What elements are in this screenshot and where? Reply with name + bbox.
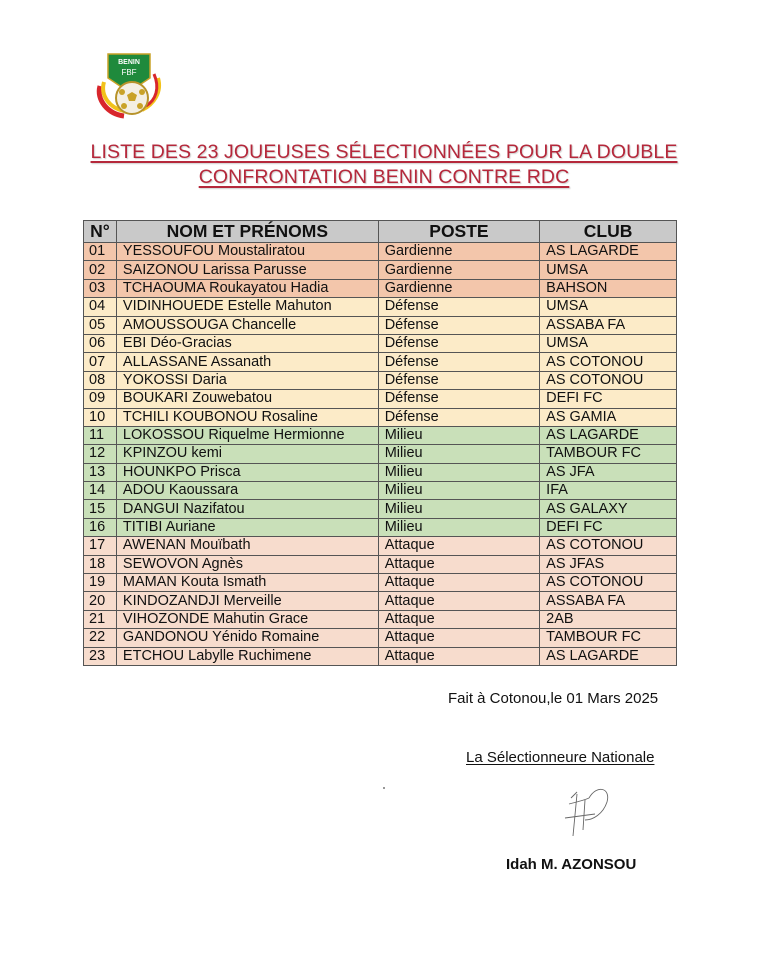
player-club: IFA: [540, 482, 677, 500]
player-number: 18: [84, 555, 117, 573]
player-position: Attaque: [378, 537, 539, 555]
table-row: [84, 500, 677, 518]
player-position: Défense: [378, 316, 539, 334]
player-number: 07: [84, 353, 117, 371]
player-number: 01: [84, 243, 117, 261]
table-row: [84, 555, 677, 573]
player-number: 10: [84, 408, 117, 426]
player-name: ETCHOU Labylle Ruchimene: [116, 647, 378, 665]
player-name: BOUKARI Zouwebatou: [116, 390, 378, 408]
player-club: ASSABA FA: [540, 592, 677, 610]
player-position: Défense: [378, 334, 539, 352]
player-name: YOKOSSI Daria: [116, 371, 378, 389]
player-club: AS LAGARDE: [540, 647, 677, 665]
table-row: [84, 316, 677, 334]
player-number: 05: [84, 316, 117, 334]
player-name: TCHILI KOUBONOU Rosaline: [116, 408, 378, 426]
player-number: 22: [84, 629, 117, 647]
fbf-crest-icon: [94, 48, 164, 120]
player-number: 16: [84, 518, 117, 536]
table-row: [84, 371, 677, 389]
player-position: Défense: [378, 371, 539, 389]
player-club: 2AB: [540, 610, 677, 628]
signature-icon: [555, 780, 615, 842]
place-date: Fait à Cotonou,le 01 Mars 2025: [448, 690, 659, 707]
svg-text:FBF: FBF: [121, 68, 137, 77]
header-number: N°: [84, 221, 117, 243]
player-club: AS COTONOU: [540, 371, 677, 389]
player-position: Défense: [378, 390, 539, 408]
player-roster-table: [83, 220, 677, 666]
player-number: 23: [84, 647, 117, 665]
player-club: AS LAGARDE: [540, 243, 677, 261]
player-number: 13: [84, 463, 117, 481]
table-row: [84, 592, 677, 610]
table-row: [84, 629, 677, 647]
player-position: Milieu: [378, 518, 539, 536]
table-row: [84, 279, 677, 297]
table-row: [84, 353, 677, 371]
player-number: 08: [84, 371, 117, 389]
player-position: Milieu: [378, 500, 539, 518]
player-name: HOUNKPO Prisca: [116, 463, 378, 481]
signatory-role: La Sélectionneure Nationale: [466, 749, 655, 766]
player-name: MAMAN Kouta Ismath: [116, 574, 378, 592]
signer-name: Idah M. AZONSOU: [506, 856, 637, 873]
table-row: [84, 390, 677, 408]
player-position: Milieu: [378, 463, 539, 481]
table-row: [84, 334, 677, 352]
player-name: SEWOVON Agnès: [116, 555, 378, 573]
player-number: 12: [84, 445, 117, 463]
document-title-line-2: CONFRONTATION BENIN CONTRE RDC: [198, 166, 570, 188]
player-position: Attaque: [378, 555, 539, 573]
player-name: TCHAOUMA Roukayatou Hadia: [116, 279, 378, 297]
table-row: [84, 610, 677, 628]
player-name: VIDINHOUEDE Estelle Mahuton: [116, 298, 378, 316]
player-position: Défense: [378, 353, 539, 371]
table-row: [84, 574, 677, 592]
player-position: Attaque: [378, 574, 539, 592]
document-title-line-1: LISTE DES 23 JOUEUSES SÉLECTIONNÉES POUR LA DOUBLE: [90, 141, 678, 163]
player-position: Attaque: [378, 592, 539, 610]
player-club: AS COTONOU: [540, 537, 677, 555]
player-number: 17: [84, 537, 117, 555]
player-club: AS LAGARDE: [540, 426, 677, 444]
table-row: [84, 426, 677, 444]
player-club: TAMBOUR FC: [540, 445, 677, 463]
player-club: DEFI FC: [540, 518, 677, 536]
table-row: [84, 482, 677, 500]
player-position: Défense: [378, 298, 539, 316]
player-club: UMSA: [540, 334, 677, 352]
player-number: 09: [84, 390, 117, 408]
player-number: 03: [84, 279, 117, 297]
player-position: Gardienne: [378, 261, 539, 279]
table-row: [84, 261, 677, 279]
player-number: 19: [84, 574, 117, 592]
player-name: ADOU Kaoussara: [116, 482, 378, 500]
player-club: ASSABA FA: [540, 316, 677, 334]
player-position: Gardienne: [378, 279, 539, 297]
table-row: [84, 298, 677, 316]
player-position: Défense: [378, 408, 539, 426]
player-position: Attaque: [378, 610, 539, 628]
player-number: 20: [84, 592, 117, 610]
header-club: CLUB: [540, 221, 677, 243]
player-number: 04: [84, 298, 117, 316]
player-name: GANDONOU Yénido Romaine: [116, 629, 378, 647]
player-club: AS COTONOU: [540, 574, 677, 592]
player-name: AMOUSSOUGA Chancelle: [116, 316, 378, 334]
player-club: AS GAMIA: [540, 408, 677, 426]
player-number: 06: [84, 334, 117, 352]
player-position: Milieu: [378, 482, 539, 500]
player-name: EBI Déo-Gracias: [116, 334, 378, 352]
table-row: [84, 408, 677, 426]
player-club: UMSA: [540, 261, 677, 279]
header-name: NOM ET PRÉNOMS: [116, 221, 378, 243]
player-number: 21: [84, 610, 117, 628]
table-body: [84, 243, 677, 666]
table-row: [84, 647, 677, 665]
stray-dot: [383, 787, 385, 789]
table-row: [84, 518, 677, 536]
table-row: [84, 537, 677, 555]
signature: [555, 780, 615, 842]
player-name: KINDOZANDJI Merveille: [116, 592, 378, 610]
player-club: UMSA: [540, 298, 677, 316]
player-position: Attaque: [378, 647, 539, 665]
player-club: AS COTONOU: [540, 353, 677, 371]
header-position: POSTE: [378, 221, 539, 243]
player-number: 14: [84, 482, 117, 500]
table-header-row: [84, 221, 677, 243]
player-name: SAIZONOU Larissa Parusse: [116, 261, 378, 279]
player-position: Milieu: [378, 445, 539, 463]
table-row: [84, 463, 677, 481]
player-name: ALLASSANE Assanath: [116, 353, 378, 371]
player-number: 15: [84, 500, 117, 518]
player-position: Attaque: [378, 629, 539, 647]
player-name: AWENAN Mouïbath: [116, 537, 378, 555]
player-name: YESSOUFOU Moustaliratou: [116, 243, 378, 261]
player-club: AS JFAS: [540, 555, 677, 573]
table-row: [84, 445, 677, 463]
player-position: Gardienne: [378, 243, 539, 261]
svg-text:BENIN: BENIN: [118, 59, 140, 66]
player-number: 02: [84, 261, 117, 279]
player-name: KPINZOU kemi: [116, 445, 378, 463]
player-position: Milieu: [378, 426, 539, 444]
player-name: VIHOZONDE Mahutin Grace: [116, 610, 378, 628]
player-name: LOKOSSOU Riquelme Hermionne: [116, 426, 378, 444]
player-club: TAMBOUR FC: [540, 629, 677, 647]
table-row: [84, 243, 677, 261]
fbf-logo: [94, 48, 164, 120]
player-name: TITIBI Auriane: [116, 518, 378, 536]
player-club: DEFI FC: [540, 390, 677, 408]
player-club: AS GALAXY: [540, 500, 677, 518]
player-club: BAHSON: [540, 279, 677, 297]
player-club: AS JFA: [540, 463, 677, 481]
player-number: 11: [84, 426, 117, 444]
player-name: DANGUI Nazifatou: [116, 500, 378, 518]
